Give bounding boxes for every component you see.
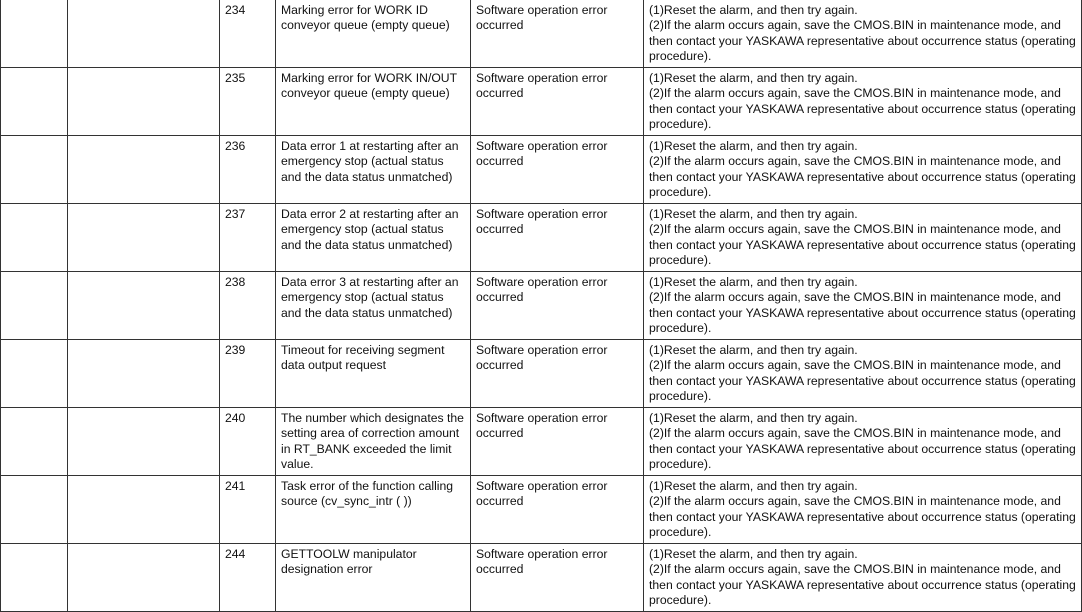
sub-code-cell: 235 (220, 68, 276, 136)
remedy-step-2: (2)If the alarm occurs again, save the CMOS.BIN in maintenance mode, and then contact your YASKAWA representative about occurrence status (operating procedure). (649, 426, 1076, 472)
remedy-cell (644, 204, 1082, 272)
meaning-cell: Task error of the function calling source (cv_sync_intr ( )) (276, 476, 471, 544)
remedy-cell (644, 408, 1082, 476)
table-row (1, 0, 1082, 68)
table-row (1, 272, 1082, 340)
alarm-number-cell (1, 136, 68, 204)
remedy-step-2: (2)If the alarm occurs again, save the CMOS.BIN in maintenance mode, and then contact your YASKAWA representative about occurrence status (operating procedure). (649, 494, 1076, 540)
remedy-cell (644, 68, 1082, 136)
table-row (1, 340, 1082, 408)
alarm-name-cell (68, 272, 220, 340)
table-row (1, 408, 1082, 476)
remedy-step-1: (1)Reset the alarm, and then try again. (649, 343, 858, 357)
alarm-name-cell (68, 136, 220, 204)
remedy-step-1: (1)Reset the alarm, and then try again. (649, 139, 858, 153)
alarm-number-cell (1, 204, 68, 272)
alarm-number-cell (1, 0, 68, 68)
remedy-step-2: (2)If the alarm occurs again, save the CMOS.BIN in maintenance mode, and then contact your YASKAWA representative about occurrence status (operating procedure). (649, 290, 1076, 336)
sub-code-cell: 239 (220, 340, 276, 408)
remedy-step-2: (2)If the alarm occurs again, save the CMOS.BIN in maintenance mode, and then contact your YASKAWA representative about occurrence status (operating procedure). (649, 222, 1076, 268)
remedy-step-1: (1)Reset the alarm, and then try again. (649, 411, 858, 425)
remedy-step-2: (2)If the alarm occurs again, save the CMOS.BIN in maintenance mode, and then contact your YASKAWA representative about occurrence status (operating procedure). (649, 358, 1076, 404)
cause-cell: Software operation error occurred (471, 68, 644, 136)
sub-code-cell: 244 (220, 544, 276, 612)
sub-code-cell: 241 (220, 476, 276, 544)
table-row (1, 204, 1082, 272)
remedy-step-1: (1)Reset the alarm, and then try again. (649, 547, 858, 561)
remedy-step-2: (2)If the alarm occurs again, save the CMOS.BIN in maintenance mode, and then contact your YASKAWA representative about occurrence status (operating procedure). (649, 154, 1076, 200)
alarm-name-cell (68, 204, 220, 272)
meaning-cell: Data error 3 at restarting after an emergency stop (actual status and the data status unmatched) (276, 272, 471, 340)
sub-code-cell: 238 (220, 272, 276, 340)
meaning-cell: Timeout for receiving segment data output request (276, 340, 471, 408)
alarm-name-cell (68, 68, 220, 136)
alarm-number-cell (1, 340, 68, 408)
table-row (1, 68, 1082, 136)
remedy-step-2: (2)If the alarm occurs again, save the CMOS.BIN in maintenance mode, and then contact your YASKAWA representative about occurrence status (operating procedure). (649, 562, 1076, 608)
meaning-cell: GETTOOLW manipulator designation error (276, 544, 471, 612)
sub-code-cell: 234 (220, 0, 276, 68)
table-row (1, 544, 1082, 612)
alarm-number-cell (1, 544, 68, 612)
remedy-step-1: (1)Reset the alarm, and then try again. (649, 207, 858, 221)
remedy-cell (644, 476, 1082, 544)
alarm-number-cell (1, 272, 68, 340)
remedy-step-1: (1)Reset the alarm, and then try again. (649, 3, 858, 17)
table-row (1, 136, 1082, 204)
cause-cell: Software operation error occurred (471, 0, 644, 68)
sub-code-cell: 236 (220, 136, 276, 204)
remedy-cell (644, 544, 1082, 612)
meaning-cell: Marking error for WORK IN/OUT conveyor queue (empty queue) (276, 68, 471, 136)
remedy-step-1: (1)Reset the alarm, and then try again. (649, 275, 858, 289)
cause-cell: Software operation error occurred (471, 544, 644, 612)
remedy-cell (644, 340, 1082, 408)
alarm-name-cell (68, 476, 220, 544)
remedy-cell (644, 136, 1082, 204)
remedy-step-2: (2)If the alarm occurs again, save the CMOS.BIN in maintenance mode, and then contact your YASKAWA representative about occurrence status (operating procedure). (649, 86, 1076, 132)
alarm-table-body (1, 0, 1082, 612)
table-row (1, 476, 1082, 544)
remedy-step-1: (1)Reset the alarm, and then try again. (649, 479, 858, 493)
sub-code-cell: 237 (220, 204, 276, 272)
cause-cell: Software operation error occurred (471, 340, 644, 408)
sub-code-cell: 240 (220, 408, 276, 476)
remedy-cell (644, 0, 1082, 68)
cause-cell: Software operation error occurred (471, 136, 644, 204)
cause-cell: Software operation error occurred (471, 272, 644, 340)
alarm-number-cell (1, 476, 68, 544)
remedy-cell (644, 272, 1082, 340)
cause-cell: Software operation error occurred (471, 408, 644, 476)
alarm-name-cell (68, 0, 220, 68)
alarm-number-cell (1, 408, 68, 476)
meaning-cell: Marking error for WORK ID conveyor queue (empty queue) (276, 0, 471, 68)
meaning-cell: The number which designates the setting area of correction amount in RT_BANK exceeded the limit value. (276, 408, 471, 476)
cause-cell: Software operation error occurred (471, 204, 644, 272)
alarm-name-cell (68, 544, 220, 612)
remedy-step-2: (2)If the alarm occurs again, save the CMOS.BIN in maintenance mode, and then contact your YASKAWA representative about occurrence status (operating procedure). (649, 18, 1076, 64)
remedy-step-1: (1)Reset the alarm, and then try again. (649, 71, 858, 85)
meaning-cell: Data error 2 at restarting after an emergency stop (actual status and the data status unmatched) (276, 204, 471, 272)
cause-cell: Software operation error occurred (471, 476, 644, 544)
alarm-number-cell (1, 68, 68, 136)
alarm-name-cell (68, 340, 220, 408)
alarm-name-cell (68, 408, 220, 476)
meaning-cell: Data error 1 at restarting after an emergency stop (actual status and the data status unmatched) (276, 136, 471, 204)
